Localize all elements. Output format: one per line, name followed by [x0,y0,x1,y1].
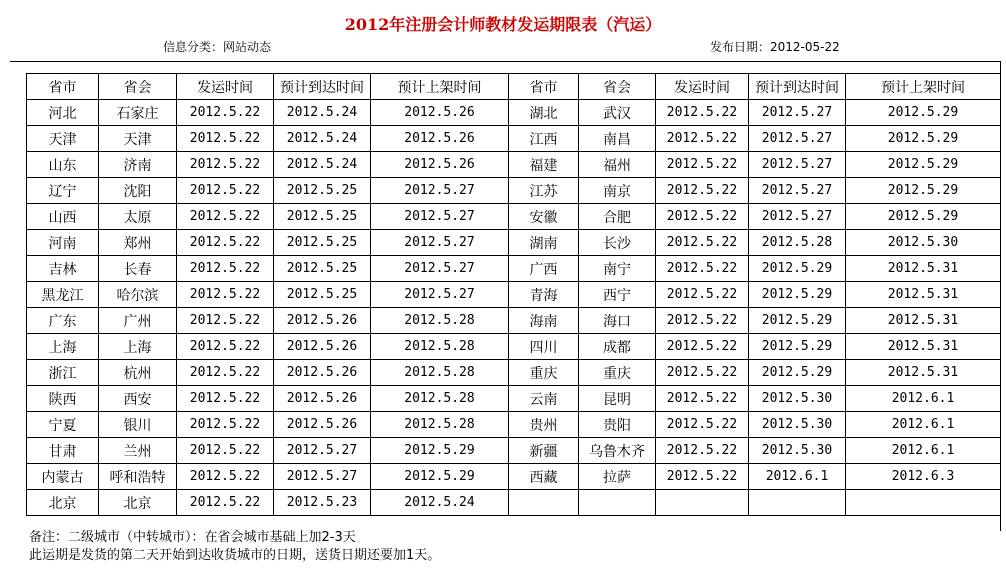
cell-arrival-date: 2012.5.28 [749,230,846,256]
cell-ship-date: 2012.5.22 [656,230,749,256]
publish-date: 发布日期：2012-05-22 [710,40,840,54]
cell-shelf-date: 2012.5.28 [371,334,509,360]
cell-ship-date: 2012.5.22 [177,334,274,360]
cell-province: 河南 [27,230,99,256]
cell-shelf-date: 2012.5.27 [371,282,509,308]
cell-capital: 石家庄 [99,100,177,126]
cell-shelf-date: 2012.6.1 [846,412,1001,438]
page-title: 2012年注册会计师教材发运期限表（汽运） [344,15,662,34]
cell-province [509,490,579,516]
cell-arrival-date: 2012.5.25 [274,178,371,204]
header-province: 省市 [509,74,579,100]
cell-ship-date: 2012.5.22 [177,308,274,334]
table-row [27,386,1001,412]
cell-arrival-date: 2012.5.29 [749,256,846,282]
cell-arrival-date: 2012.5.27 [274,464,371,490]
cell-province: 黑龙江 [27,282,99,308]
cell-province: 辽宁 [27,178,99,204]
cell-province: 江苏 [509,178,579,204]
cell-province: 青海 [509,282,579,308]
cell-ship-date: 2012.5.22 [177,100,274,126]
cell-ship-date: 2012.5.22 [656,256,749,282]
cell-capital: 成都 [579,334,656,360]
table-row [27,308,1001,334]
cell-capital: 呼和浩特 [99,464,177,490]
cell-shelf-date: 2012.6.3 [846,464,1001,490]
table-row [27,412,1001,438]
cell-shelf-date: 2012.5.24 [371,490,509,516]
cell-arrival-date: 2012.5.24 [274,100,371,126]
table-row [27,438,1001,464]
cell-shelf-date: 2012.5.30 [846,230,1001,256]
cell-arrival-date: 2012.5.23 [274,490,371,516]
cell-capital: 长春 [99,256,177,282]
cell-province: 贵州 [509,412,579,438]
table-row [27,490,1001,516]
cell-arrival-date: 2012.5.26 [274,334,371,360]
cell-capital: 南宁 [579,256,656,282]
header-arrival-date: 预计到达时间 [274,74,371,100]
cell-capital: 武汉 [579,100,656,126]
cell-arrival-date: 2012.5.30 [749,412,846,438]
cell-shelf-date: 2012.5.29 [371,438,509,464]
cell-capital: 南昌 [579,126,656,152]
cell-ship-date: 2012.5.22 [177,230,274,256]
table-row [27,464,1001,490]
cell-province: 湖北 [509,100,579,126]
cell-capital: 杭州 [99,360,177,386]
cell-province: 湖南 [509,230,579,256]
cell-ship-date: 2012.5.22 [656,334,749,360]
divider [10,61,1001,62]
cell-shelf-date: 2012.5.28 [371,386,509,412]
cell-capital: 天津 [99,126,177,152]
cell-province: 山西 [27,204,99,230]
cell-capital: 太原 [99,204,177,230]
cell-arrival-date: 2012.5.26 [274,308,371,334]
cell-arrival-date: 2012.5.29 [749,360,846,386]
cell-shelf-date: 2012.6.1 [846,438,1001,464]
cell-province: 海南 [509,308,579,334]
header-ship-date: 发运时间 [656,74,749,100]
cell-ship-date: 2012.5.22 [177,412,274,438]
cell-ship-date: 2012.5.22 [177,490,274,516]
cell-ship-date: 2012.5.22 [177,282,274,308]
cell-shelf-date: 2012.5.31 [846,256,1001,282]
cell-arrival-date: 2012.5.25 [274,256,371,282]
table-row [27,126,1001,152]
cell-province: 云南 [509,386,579,412]
cell-shelf-date: 2012.5.27 [371,178,509,204]
cell-capital: 昆明 [579,386,656,412]
cell-province: 四川 [509,334,579,360]
cell-shelf-date [846,490,1001,516]
cell-arrival-date: 2012.5.26 [274,386,371,412]
note-line: 此运期是发货的第二天开始到达收货城市的日期，送货日期还要加1天。 [29,548,441,563]
cell-arrival-date: 2012.5.27 [749,126,846,152]
cell-province: 甘肃 [27,438,99,464]
cell-province: 广西 [509,256,579,282]
cell-province: 内蒙古 [27,464,99,490]
cell-ship-date: 2012.5.22 [177,126,274,152]
cell-ship-date: 2012.5.22 [656,204,749,230]
cell-capital [579,490,656,516]
cell-arrival-date: 2012.5.30 [749,438,846,464]
table-row [27,282,1001,308]
cell-capital: 上海 [99,334,177,360]
cell-province: 北京 [27,490,99,516]
cell-ship-date: 2012.5.22 [656,178,749,204]
cell-ship-date [656,490,749,516]
cell-ship-date: 2012.5.22 [656,308,749,334]
cell-arrival-date: 2012.6.1 [749,464,846,490]
cell-arrival-date: 2012.5.24 [274,152,371,178]
cell-capital: 重庆 [579,360,656,386]
shipping-schedule-table [26,73,1001,516]
cell-shelf-date: 2012.5.28 [371,412,509,438]
table-header-row [27,74,1001,100]
cell-arrival-date: 2012.5.29 [749,282,846,308]
cell-ship-date: 2012.5.22 [177,178,274,204]
cell-shelf-date: 2012.5.31 [846,282,1001,308]
table-row [27,152,1001,178]
cell-province: 安徽 [509,204,579,230]
cell-capital: 西安 [99,386,177,412]
cell-capital: 西宁 [579,282,656,308]
cell-province: 吉林 [27,256,99,282]
cell-capital: 沈阳 [99,178,177,204]
cell-province: 宁夏 [27,412,99,438]
cell-province: 重庆 [509,360,579,386]
cell-capital: 银川 [99,412,177,438]
cell-shelf-date: 2012.5.26 [371,152,509,178]
cell-shelf-date: 2012.5.26 [371,126,509,152]
table-row [27,204,1001,230]
cell-capital: 贵阳 [579,412,656,438]
cell-ship-date: 2012.5.22 [656,126,749,152]
table-row [27,230,1001,256]
cell-ship-date: 2012.5.22 [656,464,749,490]
cell-ship-date: 2012.5.22 [656,360,749,386]
cell-shelf-date: 2012.5.31 [846,360,1001,386]
cell-shelf-date: 2012.5.31 [846,308,1001,334]
table-row [27,178,1001,204]
cell-arrival-date: 2012.5.25 [274,282,371,308]
cell-capital: 济南 [99,152,177,178]
cell-arrival-date: 2012.5.30 [749,386,846,412]
cell-capital: 海口 [579,308,656,334]
cell-arrival-date: 2012.5.29 [749,308,846,334]
cell-capital: 兰州 [99,438,177,464]
cell-ship-date: 2012.5.22 [656,100,749,126]
cell-shelf-date: 2012.5.29 [846,100,1001,126]
cell-ship-date: 2012.5.22 [177,152,274,178]
header-shelf-date: 预计上架时间 [371,74,509,100]
cell-ship-date: 2012.5.22 [177,464,274,490]
cell-province: 福建 [509,152,579,178]
cell-capital: 福州 [579,152,656,178]
cell-ship-date: 2012.5.22 [177,204,274,230]
cell-shelf-date: 2012.5.27 [371,204,509,230]
cell-ship-date: 2012.5.22 [656,386,749,412]
cell-ship-date: 2012.5.22 [656,438,749,464]
cell-capital: 郑州 [99,230,177,256]
cell-ship-date: 2012.5.22 [177,256,274,282]
cell-shelf-date: 2012.5.31 [846,334,1001,360]
cell-arrival-date: 2012.5.27 [749,100,846,126]
cell-capital: 广州 [99,308,177,334]
cell-capital: 北京 [99,490,177,516]
cell-capital: 拉萨 [579,464,656,490]
cell-shelf-date: 2012.5.27 [371,230,509,256]
cell-ship-date: 2012.5.22 [177,386,274,412]
header-capital: 省会 [579,74,656,100]
header-province: 省市 [27,74,99,100]
cell-shelf-date: 2012.5.26 [371,100,509,126]
cell-province: 陕西 [27,386,99,412]
cell-province: 天津 [27,126,99,152]
cell-province: 山东 [27,152,99,178]
cell-ship-date: 2012.5.22 [656,412,749,438]
cell-shelf-date: 2012.5.29 [846,204,1001,230]
cell-province: 广东 [27,308,99,334]
cell-arrival-date: 2012.5.25 [274,204,371,230]
cell-capital: 合肥 [579,204,656,230]
cell-ship-date: 2012.5.22 [656,282,749,308]
cell-shelf-date: 2012.6.1 [846,386,1001,412]
header-ship-date: 发运时间 [177,74,274,100]
cell-province: 江西 [509,126,579,152]
cell-shelf-date: 2012.5.29 [846,178,1001,204]
cell-arrival-date: 2012.5.27 [749,178,846,204]
cell-arrival-date: 2012.5.24 [274,126,371,152]
cell-arrival-date: 2012.5.26 [274,412,371,438]
cell-province: 河北 [27,100,99,126]
table-row [27,360,1001,386]
cell-capital: 乌鲁木齐 [579,438,656,464]
cell-shelf-date: 2012.5.27 [371,256,509,282]
cell-ship-date: 2012.5.22 [177,360,274,386]
cell-capital: 长沙 [579,230,656,256]
cell-province: 浙江 [27,360,99,386]
cell-arrival-date: 2012.5.25 [274,230,371,256]
cell-arrival-date: 2012.5.27 [749,152,846,178]
cell-arrival-date: 2012.5.27 [749,204,846,230]
cell-province: 新疆 [509,438,579,464]
cell-arrival-date [749,490,846,516]
header-arrival-date: 预计到达时间 [749,74,846,100]
note-line: 备注：二级城市（中转城市）：在省会城市基础上加2-3天 [29,530,356,545]
cell-ship-date: 2012.5.22 [177,438,274,464]
cell-shelf-date: 2012.5.28 [371,360,509,386]
cell-capital: 哈尔滨 [99,282,177,308]
header-shelf-date: 预计上架时间 [846,74,1001,100]
header-capital: 省会 [99,74,177,100]
table-row [27,100,1001,126]
table-row [27,256,1001,282]
cell-capital: 南京 [579,178,656,204]
table-row [27,334,1001,360]
cell-arrival-date: 2012.5.26 [274,360,371,386]
cell-province: 西藏 [509,464,579,490]
cell-province: 上海 [27,334,99,360]
cell-shelf-date: 2012.5.29 [371,464,509,490]
cell-arrival-date: 2012.5.29 [749,334,846,360]
cell-shelf-date: 2012.5.29 [846,152,1001,178]
cell-shelf-date: 2012.5.28 [371,308,509,334]
info-category: 信息分类：网站动态 [163,40,272,54]
cell-ship-date: 2012.5.22 [656,152,749,178]
cell-arrival-date: 2012.5.27 [274,438,371,464]
cell-shelf-date: 2012.5.29 [846,126,1001,152]
